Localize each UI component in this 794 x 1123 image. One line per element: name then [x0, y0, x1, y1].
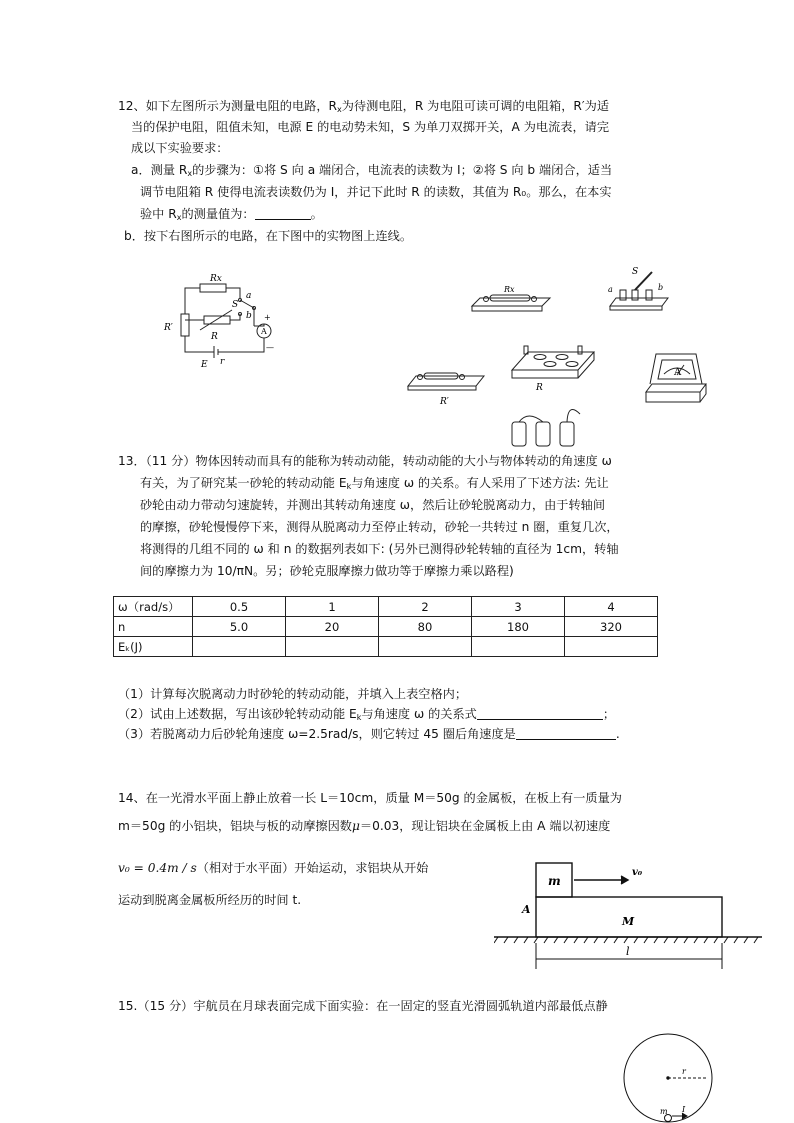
fig-label-v0: v₀: [632, 867, 643, 878]
label-s: S: [232, 300, 239, 310]
circular-track-figure: [620, 1030, 720, 1123]
q13-line6: 间的摩擦力为 10/πN。另；砂轮克服摩擦力做功等于摩擦力乘以路程): [140, 564, 514, 578]
label-ammeter: A: [261, 327, 267, 336]
q14-line2: m＝50g 的小铝块，铝块与板的动摩擦因数μ＝0.03，现让铝块在金属板上由 A 端以初速度: [118, 819, 611, 833]
block-on-plank-figure: [494, 855, 766, 975]
label-minus: —: [266, 343, 274, 352]
row-label-ek: Eₖ(J): [114, 637, 193, 657]
q13-line4: 的摩擦，砂轮慢慢停下来，测得从脱离动力至停止转动，砂轮一共转过 n 圈，重复几次，: [140, 520, 619, 534]
q12-a-line3: 验中 $R_x$的测量值为： 。: [140, 207, 323, 222]
apparatus-figure: [400, 262, 710, 452]
switch-blade: [240, 300, 254, 308]
q13-line5: 将测得的几组不同的 ω 和 n 的数据列表如下: (另外已测得砂轮转轴的直径为 1cm，转轴: [140, 542, 619, 556]
table-cell: 320: [565, 617, 658, 637]
table-cell: 80: [379, 617, 472, 637]
row-label-n: n: [114, 617, 193, 637]
label-rprime: R′: [164, 323, 173, 333]
table-cell: 5.0: [193, 617, 286, 637]
q13-line1: 13．（11 分）物体因转动而具有的能称为转动动能，转动动能的大小与物体转动的角速度 ω: [118, 454, 612, 468]
app-label-ammeter: A: [674, 367, 682, 378]
label-e: E: [201, 360, 208, 370]
q15-line1: 15.（15 分）宇航员在月球表面完成下面实验：在一固定的竖直光滑圆弧轨道内部最低点静: [118, 999, 608, 1013]
q13-part3: （3）若脱离动力后砂轮角速度 ω=2.5rad/s，则它转过 45 圈后角速度是 .: [118, 727, 620, 741]
table-cell: 1: [286, 597, 379, 617]
label-r-internal: r: [220, 357, 225, 367]
table-cell: 20: [286, 617, 379, 637]
circuit-diagram: [160, 268, 290, 376]
fig-label-m: m: [548, 874, 561, 888]
table-cell-empty[interactable]: [193, 637, 286, 657]
label-b: b: [246, 311, 252, 321]
fig-label-A: A: [522, 903, 531, 916]
q13-line3: 砂轮由动力带动匀速旋转，并测出其转动角速度 ω，然后让砂轮脱离动力，由于转轴间: [140, 498, 606, 512]
label-plus: +: [264, 313, 271, 322]
table-cell-empty[interactable]: [286, 637, 379, 657]
answer-blank-rx[interactable]: [255, 207, 311, 220]
q12-b: b．按下右图所示的电路，在下图中的实物图上连线。: [124, 229, 413, 243]
table-cell-empty[interactable]: [379, 637, 472, 657]
rx-resistor: [200, 284, 226, 292]
q14-line4: 运动到脱离金属板所经历的时间 t.: [118, 893, 302, 907]
table-row-n: [114, 617, 658, 637]
table-row-ek: [114, 637, 658, 657]
fig-label-l: l: [626, 945, 630, 958]
app-label-rx: Rx: [504, 285, 515, 294]
fig-label-M: M: [622, 915, 635, 928]
q14-line1: 14、在一光滑水平面上静止放着一长 L＝10cm，质量 M＝50g 的金属板，在板上有一质量为: [118, 791, 622, 805]
table-cell: 0.5: [193, 597, 286, 617]
q14-line3: v₀ = 0.4m / s（相对于水平面）开始运动，求铝块从开始: [118, 861, 429, 875]
data-table: [113, 596, 658, 657]
label-r: R: [211, 332, 218, 342]
label-rx: Rx: [210, 274, 222, 284]
table-cell: 3: [472, 597, 565, 617]
table-row-omega: [114, 597, 658, 617]
row-label-omega: ω（rad/s）: [114, 597, 193, 617]
q13-line2: 有关，为了研究某一砂轮的转动动能 $E_k$与角速度 ω 的关系。有人采用了下述方法: 先让: [140, 476, 609, 491]
q13-part2: （2）试由上述数据，写出该砂轮转动动能 $E_k$与角速度 ω 的关系式 ；: [118, 707, 616, 722]
label-a: a: [246, 291, 252, 301]
app-label-a: a: [608, 285, 613, 294]
answer-blank-omega[interactable]: [516, 727, 616, 740]
q12-line3: 成以下实验要求：: [131, 141, 229, 155]
fig-label-m15: m: [660, 1107, 668, 1116]
rprime-resistor: [181, 314, 189, 336]
app-label-r: R: [536, 383, 543, 393]
r-resistor-box: [204, 316, 230, 324]
q12-line2: 当的保护电阻，阻值未知，电源 E 的电动势未知，S 为单刀双掷开关，A 为电流表，请完: [131, 120, 610, 134]
answer-blank-relation[interactable]: [477, 707, 603, 720]
q12-a-line1: a．测量 $R_x$的步骤为：①将 S 向 a 端闭合，电流表的读数为 I；②将 S 向 b 端闭合，适当: [131, 163, 613, 178]
table-cell: 4: [565, 597, 658, 617]
app-label-b: b: [658, 283, 664, 292]
fig-label-r: r: [682, 1067, 686, 1076]
table-cell-empty[interactable]: [565, 637, 658, 657]
table-cell: 2: [379, 597, 472, 617]
q12-a-line2: 调节电阻箱 R 使得电流表读数仍为 I，并记下此时 R 的读数，其值为 R₀。那么，在本实: [140, 185, 612, 199]
fig-label-I: I: [682, 1105, 686, 1114]
q13-part1: （1）计算每次脱离动力时砂轮的转动动能，并填入上表空格内；: [118, 687, 468, 701]
table-cell: 180: [472, 617, 565, 637]
app-label-s: S: [632, 267, 639, 277]
app-label-rprime: R′: [440, 397, 449, 407]
q12-line1: 12、如下左图所示为测量电阻的电路，$R_x$为待测电阻，R 为电阻可读可调的电阻箱，R′为适: [118, 99, 610, 114]
table-cell-empty[interactable]: [472, 637, 565, 657]
